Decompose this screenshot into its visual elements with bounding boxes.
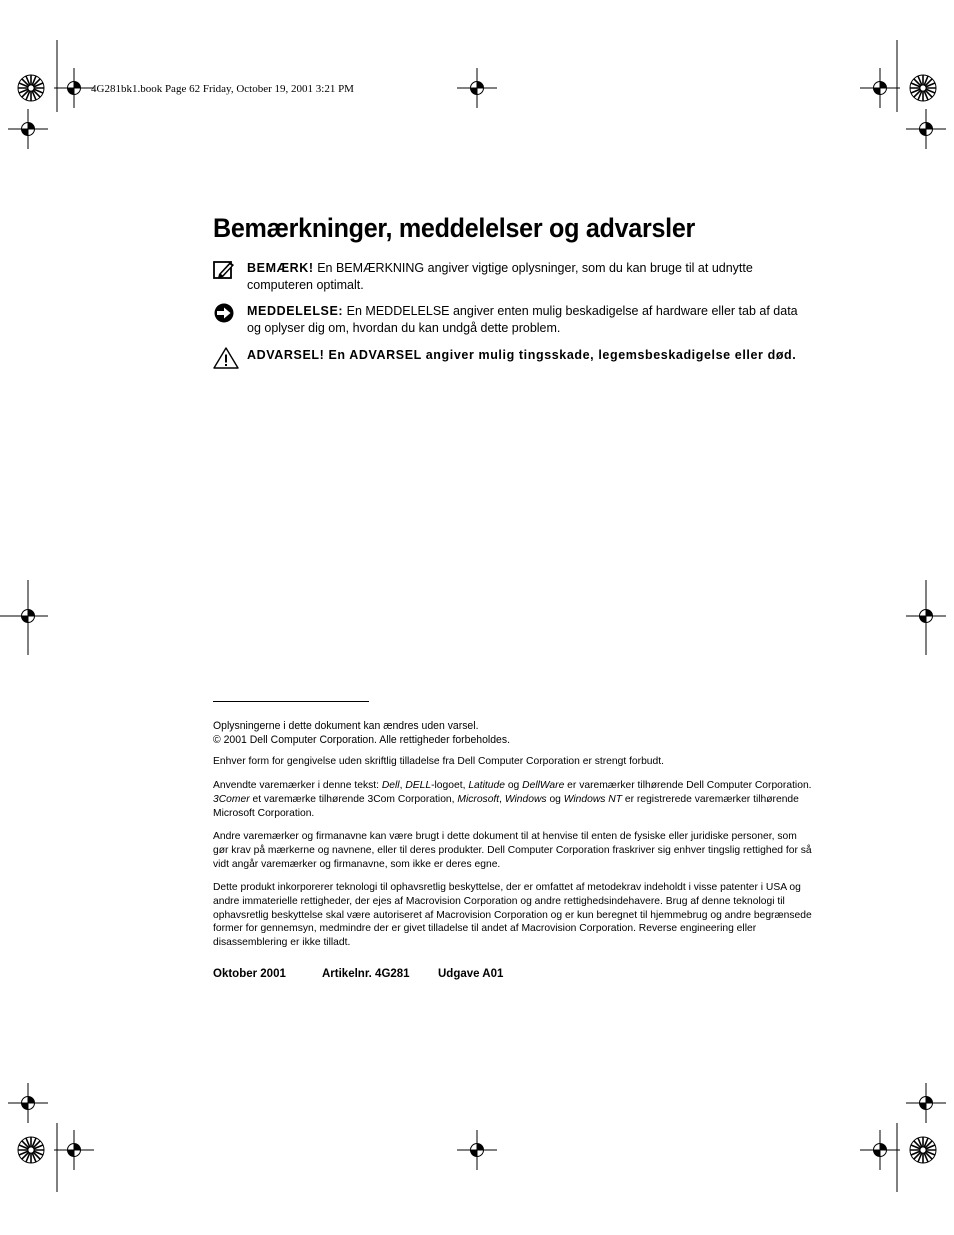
- edition: Udgave A01: [438, 968, 504, 980]
- article-number: Artikelnr. 4G281: [322, 968, 410, 980]
- legal-section: [213, 720, 813, 960]
- page-header: 4G281bk1.book Page 62 Friday, October 19, 2001 3:21 PM: [91, 83, 354, 95]
- tm-windows: Windows: [504, 793, 547, 805]
- tm-latitude: Latitude: [468, 780, 505, 792]
- tm-3com: 3Comer: [213, 793, 250, 805]
- tm-text: og: [546, 793, 564, 805]
- page-title: Bemærkninger, meddelelser og advarsler: [213, 213, 696, 243]
- tm-text: Anvendte varemærker i denne tekst:: [213, 780, 382, 792]
- tm-text: ,: [499, 793, 505, 805]
- publication-info: [213, 968, 503, 980]
- note-label: BEMÆRK!: [247, 261, 314, 275]
- tm-dellware: DellWare: [522, 780, 565, 792]
- tm-text: og: [504, 780, 523, 792]
- legal-notice: [213, 720, 783, 747]
- notice-text: En MEDDELELSE angiver enten mulig beskadigelse af hardware eller tab af data og oplyser dig om, hvordan du kan undgå dette problem.: [247, 304, 798, 335]
- warning-triangle-icon: [213, 347, 237, 367]
- caution-text: En ADVARSEL angiver mulig tingsskade, legemsbeskadigelse eller død.: [328, 348, 797, 362]
- legal-trademarks: [213, 779, 813, 820]
- caution-label: ADVARSEL!: [247, 348, 325, 362]
- notice-label: MEDDELELSE:: [247, 304, 344, 318]
- tm-text: er varemærker tilhørende Dell Computer Corporation.: [564, 780, 812, 792]
- notice-block: [213, 303, 803, 337]
- legal-change-notice: Oplysningerne i dette dokument kan ændres uden varsel.: [213, 720, 479, 732]
- tm-text: er registrerede varemærker tilhørende Microsoft Corporation.: [213, 793, 799, 819]
- tm-microsoft: Microsoft: [457, 793, 500, 805]
- tm-windows-nt: Windows NT: [563, 793, 623, 805]
- legal-macrovision: Dette produkt inkorporerer teknologi til ophavsretlig beskyttelse, der er omfattet af metodekrav indeholdt i visse patenter i USA og andre immaterielle rettigheder, der ejes af Macrovision Corporation og andre rettighedsindehavere. Brug af denne teknologi til ophavsretlig beskyttelse skal være autoriseret af Macrovision Corporation og er kun beregnet til hjemmebrug og andre begrænsede former for gennemsyn, medmindre der er givet tilladelse til andet af Macrovision Corporation. Reverse engineering eller disassemblering er ikke tilladt.: [213, 882, 812, 949]
- note-text: En BEMÆRKNING angiver vigtige oplysninger, som du kan bruge til at udnytte computeren optimalt.: [247, 261, 753, 292]
- legal-other-trademarks: Andre varemærker og firmanavne kan være brugt i dette dokument til at henvise til enten de fysiske eller juridiske personer, som gør krav på mærkerne og navnene, eller til deres produkter. Dell Computer Corporation fraskriver sig enhver tingslig rettighed for så vidt angår varemærker og firmanavne, som ikke er deres egne.: [213, 831, 812, 870]
- publication-date: Oktober 2001: [213, 968, 286, 980]
- arrow-circle-icon: [213, 303, 237, 323]
- tm-text: ,: [399, 780, 406, 792]
- tm-text: -logoet,: [431, 780, 469, 792]
- tm-dell-logo: DELL: [405, 780, 432, 792]
- footnote-divider: [213, 701, 369, 702]
- note-block: [213, 260, 803, 294]
- pencil-note-icon: [213, 260, 237, 280]
- caution-block: [213, 347, 803, 364]
- tm-dell: Dell: [381, 780, 400, 792]
- copyright-line: © 2001 Dell Computer Corporation. Alle rettigheder forbeholdes.: [213, 733, 510, 746]
- tm-text: et varemærke tilhørende 3Com Corporation,: [249, 793, 458, 805]
- legal-reproduction: Enhver form for gengivelse uden skriftlig tilladelse fra Dell Computer Corporation er strengt forbudt.: [213, 756, 664, 768]
